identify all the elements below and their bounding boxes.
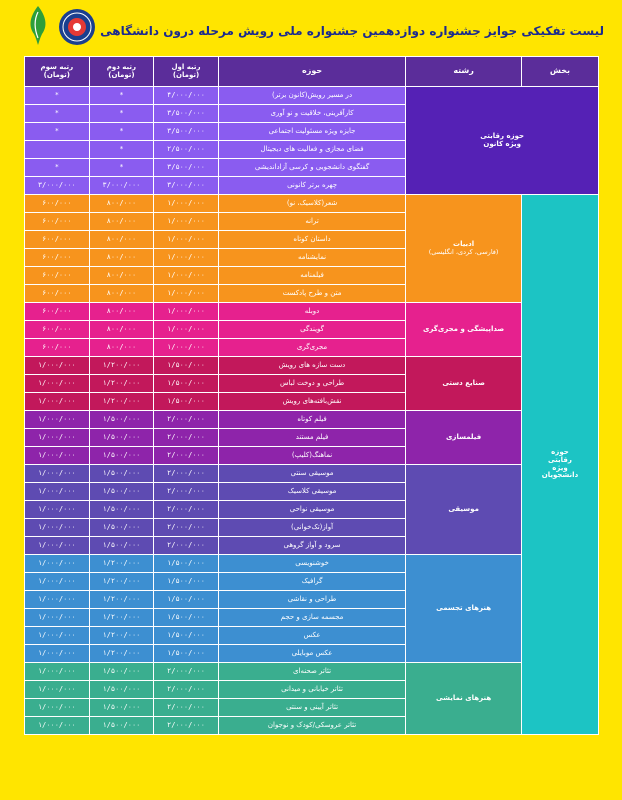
rank1-cell: ۱/۰۰۰/۰۰۰ [154,285,219,303]
section-label-line: دانشجویان [541,471,579,480]
field-cell: موسیقی نواحی [218,501,406,519]
rank1-cell: ۲/۰۰۰/۰۰۰ [154,429,219,447]
major-cell [406,465,522,555]
rank3-cell: ۱/۰۰۰/۰۰۰ [25,447,90,465]
rank1-cell: ۲/۰۰۰/۰۰۰ [154,537,219,555]
rank3-cell: ۶۰۰/۰۰۰ [25,285,90,303]
field-cell: نقش‌بافته‌های رویش [218,393,406,411]
rank1-cell: ۱/۵۰۰/۰۰۰ [154,555,219,573]
major-label: هنرهای تجسمی [436,603,492,612]
rank1-cell: ۲/۰۰۰/۰۰۰ [154,519,219,537]
rank1-cell: ۱/۰۰۰/۰۰۰ [154,213,219,231]
header-field: حوزه [218,57,406,87]
major-cell [406,555,522,663]
field-cell: موسیقی سنتی [218,465,406,483]
field-cell: چهره برتر کانونی [218,177,406,195]
rank1-cell: ۲/۰۰۰/۰۰۰ [154,465,219,483]
rank3-cell: ۱/۰۰۰/۰۰۰ [25,627,90,645]
field-cell: آواز(تک‌خوانی) [218,519,406,537]
major-label: فیلمسازی [446,432,482,441]
rank3-cell: ۶۰۰/۰۰۰ [25,267,90,285]
rank2-cell: ۱/۵۰۰/۰۰۰ [89,681,154,699]
section-label-line: رقابتی [548,455,572,464]
major-cell [406,303,522,357]
rank1-cell: ۱/۵۰۰/۰۰۰ [154,609,219,627]
field-cell: نماهنگ(کلیپ) [218,447,406,465]
rank2-cell: ۱/۵۰۰/۰۰۰ [89,663,154,681]
rank1-cell: ۱/۵۰۰/۰۰۰ [154,645,219,663]
rank2-cell: ۸۰۰/۰۰۰ [89,303,154,321]
field-cell: خوشنویسی [218,555,406,573]
rank3-cell: ۱/۰۰۰/۰۰۰ [25,537,90,555]
rank3-cell: ۱/۰۰۰/۰۰۰ [25,501,90,519]
rank2-cell: ۸۰۰/۰۰۰ [89,195,154,213]
field-cell: تئاتر آیینی و سنتی [218,699,406,717]
rank1-cell: ۲/۰۰۰/۰۰۰ [154,411,219,429]
rank2-cell: ۱/۵۰۰/۰۰۰ [89,483,154,501]
section-label-line: ویژه کانون [483,139,521,148]
rank1-cell: ۱/۵۰۰/۰۰۰ [154,357,219,375]
rank3-cell: ۱/۰۰۰/۰۰۰ [25,429,90,447]
header-rank3: رتبه سوم (تومان) [25,57,90,87]
field-cell: در مسیر رویش(کانون برتر) [218,87,406,105]
rank2-cell: ۸۰۰/۰۰۰ [89,213,154,231]
rank1-cell: ۲/۵۰۰/۰۰۰ [154,141,219,159]
table-body [25,87,599,735]
rank2-cell: ۱/۵۰۰/۰۰۰ [89,411,154,429]
field-cell: شعر(کلاسیک، نو) [218,195,406,213]
rank3-cell: ۶۰۰/۰۰۰ [25,303,90,321]
rank3-cell: ۶۰۰/۰۰۰ [25,339,90,357]
page-title: لیست تفکیکی جوایز جشنواره دوازدهمین جشنواره ملی رویش مرحله درون دانشگاهی [100,24,604,38]
field-cell: نمایشنامه [218,249,406,267]
rank1-cell: ۲/۰۰۰/۰۰۰ [154,717,219,735]
field-cell: مجری‌گری [218,339,406,357]
rank2-cell: ۱/۵۰۰/۰۰۰ [89,501,154,519]
table-row [25,663,599,681]
rank3-cell [25,141,90,159]
rank2-cell: ۱/۵۰۰/۰۰۰ [89,537,154,555]
rank1-cell: ۱/۵۰۰/۰۰۰ [154,627,219,645]
rank2-cell: * [89,87,154,105]
field-cell: عکس [218,627,406,645]
field-cell: متن و طرح پادکست [218,285,406,303]
table-row [25,303,599,321]
rank3-cell: ۱/۰۰۰/۰۰۰ [25,609,90,627]
rank2-cell: ۱/۲۰۰/۰۰۰ [89,393,154,411]
rank2-cell: ۸۰۰/۰۰۰ [89,231,154,249]
rank3-cell: ۱/۰۰۰/۰۰۰ [25,717,90,735]
rank1-cell: ۳/۵۰۰/۰۰۰ [154,123,219,141]
section-label-line: حوزه [551,448,569,457]
rank1-cell: ۲/۰۰۰/۰۰۰ [154,501,219,519]
rank1-cell: ۱/۰۰۰/۰۰۰ [154,321,219,339]
rank1-cell: ۱/۵۰۰/۰۰۰ [154,573,219,591]
major-cell [406,195,522,303]
rank1-cell: ۱/۰۰۰/۰۰۰ [154,195,219,213]
rank2-cell: ۸۰۰/۰۰۰ [89,285,154,303]
rank3-cell: ۱/۰۰۰/۰۰۰ [25,573,90,591]
rank2-cell: ۱/۲۰۰/۰۰۰ [89,357,154,375]
field-cell: ترانه [218,213,406,231]
rank1-cell: ۱/۰۰۰/۰۰۰ [154,249,219,267]
rank2-cell: ۸۰۰/۰۰۰ [89,249,154,267]
field-cell: مجسمه سازی و حجم [218,609,406,627]
rank3-cell: ۱/۰۰۰/۰۰۰ [25,483,90,501]
rank2-cell: ۸۰۰/۰۰۰ [89,321,154,339]
header-rank2: رتبه دوم (تومان) [89,57,154,87]
rank2-cell: ۳/۰۰۰/۰۰۰ [89,177,154,195]
rank2-cell: ۱/۲۰۰/۰۰۰ [89,645,154,663]
field-cell: موسیقی کلاسیک [218,483,406,501]
rank2-cell: * [89,123,154,141]
major-label: ادبیات [453,240,475,249]
section-students [521,195,598,735]
rank3-cell: ۶۰۰/۰۰۰ [25,195,90,213]
rank2-cell: ۱/۲۰۰/۰۰۰ [89,627,154,645]
rank1-cell: ۱/۰۰۰/۰۰۰ [154,303,219,321]
rank1-cell: ۲/۰۰۰/۰۰۰ [154,663,219,681]
rank3-cell: ۱/۰۰۰/۰۰۰ [25,519,90,537]
university-seal-icon [58,8,96,46]
field-cell: فیلمنامه [218,267,406,285]
rank2-cell: ۱/۲۰۰/۰۰۰ [89,609,154,627]
rank2-cell: ۱/۲۰۰/۰۰۰ [89,591,154,609]
rank1-cell: ۳/۰۰۰/۰۰۰ [154,177,219,195]
rank1-cell: ۱/۵۰۰/۰۰۰ [154,393,219,411]
field-cell: تئاتر صحنه‌ای [218,663,406,681]
rank2-cell: * [89,141,154,159]
section-label-line: ویژه [552,463,568,472]
rank3-cell: ۱/۰۰۰/۰۰۰ [25,645,90,663]
major-cell [406,357,522,411]
rank1-cell: ۲/۰۰۰/۰۰۰ [154,483,219,501]
major-sublabel: (فارسی، کردی، انگلیسی) [428,247,499,256]
rank3-cell: ۱/۰۰۰/۰۰۰ [25,555,90,573]
rank1-cell: ۱/۰۰۰/۰۰۰ [154,231,219,249]
rank2-cell: ۸۰۰/۰۰۰ [89,267,154,285]
rank1-cell: ۳/۵۰۰/۰۰۰ [154,105,219,123]
table-row [25,195,599,213]
major-label: موسیقی [448,504,479,513]
field-cell: فضای مجازی و فعالیت های دیجیتال [218,141,406,159]
field-cell: داستان کوتاه [218,231,406,249]
rank2-cell: ۱/۲۰۰/۰۰۰ [89,375,154,393]
rank1-cell: ۱/۰۰۰/۰۰۰ [154,267,219,285]
rank3-cell: ۱/۰۰۰/۰۰۰ [25,663,90,681]
rank3-cell: ۱/۰۰۰/۰۰۰ [25,465,90,483]
rank3-cell: * [25,159,90,177]
rank2-cell: ۱/۵۰۰/۰۰۰ [89,717,154,735]
rank1-cell: ۱/۵۰۰/۰۰۰ [154,375,219,393]
rank2-cell: ۱/۵۰۰/۰۰۰ [89,447,154,465]
rank3-cell: ۳/۰۰۰/۰۰۰ [25,177,90,195]
rank2-cell: ۱/۵۰۰/۰۰۰ [89,465,154,483]
rank2-cell: ۱/۵۰۰/۰۰۰ [89,699,154,717]
field-cell: دست سازه های رویش [218,357,406,375]
major-cell [406,411,522,465]
rank3-cell: ۶۰۰/۰۰۰ [25,321,90,339]
rank1-cell: ۱/۰۰۰/۰۰۰ [154,339,219,357]
field-cell: تئاتر خیابانی و میدانی [218,681,406,699]
field-cell: دوبله [218,303,406,321]
rank2-cell: * [89,159,154,177]
rank1-cell: ۱/۵۰۰/۰۰۰ [154,591,219,609]
rank2-cell: * [89,105,154,123]
rank3-cell: ۱/۰۰۰/۰۰۰ [25,357,90,375]
table-row [25,87,599,105]
header-major: رشته [406,57,522,87]
rank3-cell: ۱/۰۰۰/۰۰۰ [25,393,90,411]
major-label: صنایع دستی [442,378,485,387]
rank3-cell: ۱/۰۰۰/۰۰۰ [25,591,90,609]
rank3-cell: ۱/۰۰۰/۰۰۰ [25,699,90,717]
field-cell: فیلم مستند [218,429,406,447]
table-row [25,357,599,375]
major-label: هنرهای نمایشی [436,693,492,702]
major-cell [406,663,522,735]
major-label: صداپیشگی و مجری‌گری [423,324,505,333]
rank1-cell: ۲/۰۰۰/۰۰۰ [154,699,219,717]
rank3-cell: ۶۰۰/۰۰۰ [25,249,90,267]
field-cell: طراحی و دوخت لباس [218,375,406,393]
rank2-cell: ۸۰۰/۰۰۰ [89,339,154,357]
field-cell: جایزه ویژه مسئولیت اجتماعی [218,123,406,141]
rank2-cell: ۱/۲۰۰/۰۰۰ [89,573,154,591]
rank3-cell: * [25,105,90,123]
rank3-cell: * [25,123,90,141]
rank3-cell: ۶۰۰/۰۰۰ [25,213,90,231]
rank3-cell: ۱/۰۰۰/۰۰۰ [25,681,90,699]
field-cell: تئاتر عروسکی/کودک و نوجوان [218,717,406,735]
rank2-cell: ۱/۵۰۰/۰۰۰ [89,429,154,447]
rank3-cell: ۶۰۰/۰۰۰ [25,231,90,249]
field-cell: سرود و آواز گروهی [218,537,406,555]
leaf-logo-icon [26,4,50,46]
header-rank1: رتبه اول (تومان) [154,57,219,87]
table-row [25,465,599,483]
rank2-cell: ۱/۵۰۰/۰۰۰ [89,519,154,537]
section-label-line: حوزه رقابتی [480,131,525,140]
header-section: بخش [521,57,598,87]
table-row [25,411,599,429]
field-cell: عکس موبایلی [218,645,406,663]
table-header-row [25,57,599,87]
section-kanun [406,87,599,195]
table-row [25,555,599,573]
rank1-cell: ۲/۰۰۰/۰۰۰ [154,681,219,699]
field-cell: گویندگی [218,321,406,339]
field-cell: فیلم کوتاه [218,411,406,429]
rank1-cell: ۳/۵۰۰/۰۰۰ [154,159,219,177]
rank1-cell: ۲/۰۰۰/۰۰۰ [154,447,219,465]
rank3-cell: ۱/۰۰۰/۰۰۰ [25,411,90,429]
awards-table [24,56,599,735]
field-cell: گرافیک [218,573,406,591]
rank2-cell: ۱/۲۰۰/۰۰۰ [89,555,154,573]
rank3-cell: ۱/۰۰۰/۰۰۰ [25,375,90,393]
rank3-cell: * [25,87,90,105]
field-cell: کارآفرینی، خلاقیت و نو آوری [218,105,406,123]
field-cell: گفتگوی دانشجویی و کرسی آزاداندیشی [218,159,406,177]
field-cell: طراحی و نقاشی [218,591,406,609]
rank1-cell: ۴/۰۰۰/۰۰۰ [154,87,219,105]
